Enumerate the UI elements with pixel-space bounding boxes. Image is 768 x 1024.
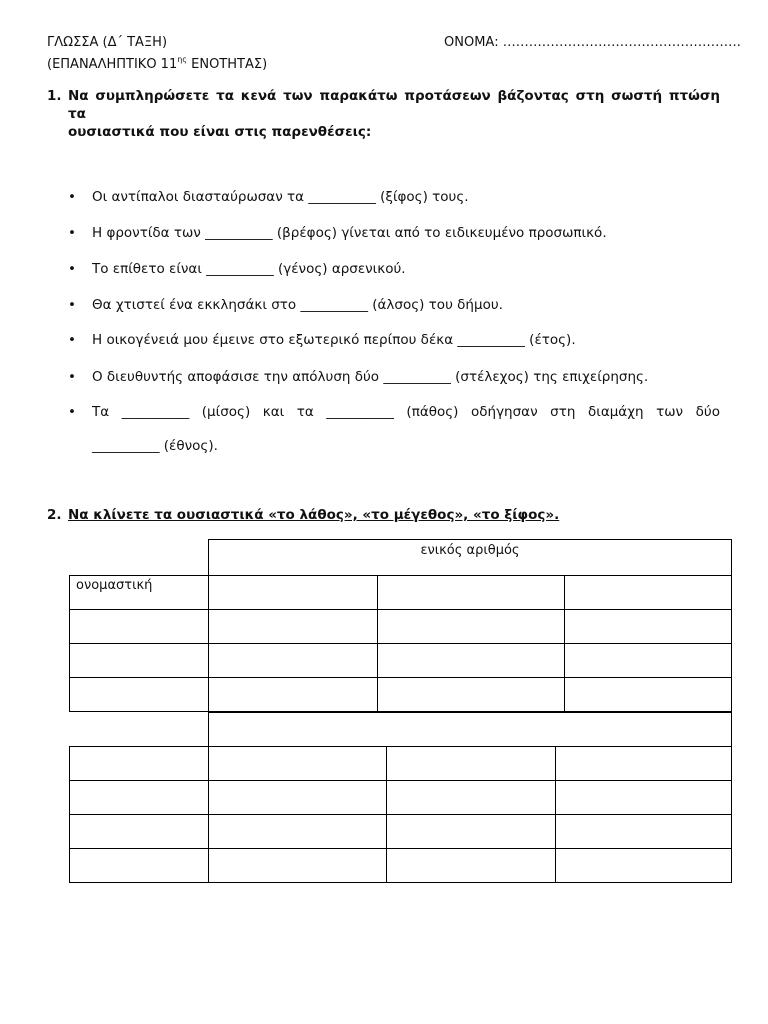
revision-suffix: ΕΝΟΤΗΤΑΣ)	[187, 57, 268, 72]
revision-sup: ης	[177, 55, 187, 64]
bullet-icon: •	[68, 261, 76, 277]
sentence-text: Θα χτιστεί ένα εκκλησάκι στο __________ (άλσος) του δήμου.	[92, 297, 503, 313]
bullet-icon: •	[68, 369, 76, 385]
answer-cell[interactable]	[387, 747, 556, 781]
exercise1-number: 1.	[47, 88, 62, 104]
exercise1-instruction-line2: ουσιαστικά που είναι στις παρενθέσεις:	[68, 124, 372, 140]
case-label-cell[interactable]	[70, 678, 209, 712]
sentence-text: Η φροντίδα των __________ (βρέφος) γίνεται από το ειδικευμένο προσωπικό.	[92, 225, 607, 241]
answer-cell[interactable]	[565, 576, 732, 610]
answer-cell[interactable]	[209, 747, 387, 781]
revision-prefix: (ΕΠΑΝΑΛΗΠΤΙΚΟ 11	[47, 57, 178, 72]
answer-cell[interactable]	[556, 815, 732, 849]
bullet-icon: •	[68, 404, 76, 420]
answer-cell[interactable]	[387, 849, 556, 883]
case-label-cell[interactable]	[70, 815, 209, 849]
sentence-text: Οι αντίπαλοι διασταύρωσαν τα __________ (ξίφος) τους.	[92, 189, 469, 205]
answer-cell[interactable]	[387, 781, 556, 815]
answer-cell[interactable]	[209, 781, 387, 815]
answer-cell[interactable]	[556, 747, 732, 781]
bullet-icon: •	[68, 225, 76, 241]
answer-cell[interactable]	[565, 610, 732, 644]
answer-cell[interactable]	[387, 815, 556, 849]
name-field: ΟΝΟΜΑ: ……………………………………………….	[444, 35, 741, 50]
empty-corner-cell	[70, 540, 209, 576]
case-label-cell[interactable]	[70, 781, 209, 815]
bullet-icon: •	[68, 332, 76, 348]
subject-title: ΓΛΩΣΣΑ (Δ΄ ΤΑΞΗ)	[47, 35, 168, 50]
answer-cell[interactable]	[209, 610, 378, 644]
declension-table-singular	[69, 539, 732, 712]
exercise2-instruction: Να κλίνετε τα ουσιαστικά «το λάθος», «το μέγεθος», «το ξίφος».	[68, 507, 560, 523]
exercise1-instruction-line1: Να συμπληρώσετε τα κενά των παρακάτω προτάσεων βάζοντας στη σωστή πτώση τα	[68, 88, 720, 122]
sentence-text: Τα __________ (μίσος) και τα __________ (πάθος) οδήγησαν στη διαμάχη των δύο	[92, 404, 720, 420]
answer-cell[interactable]	[378, 678, 565, 712]
empty-corner-cell	[70, 713, 209, 747]
answer-cell[interactable]	[209, 678, 378, 712]
answer-cell[interactable]	[209, 815, 387, 849]
sentence-text: Το επίθετο είναι __________ (γένος) αρσενικού.	[92, 261, 406, 277]
declension-table-plural	[69, 712, 732, 883]
case-label-nominative: ονομαστική	[70, 576, 209, 610]
case-label-cell[interactable]	[70, 610, 209, 644]
sentence-text: Η οικογένειά μου έμεινε στο εξωτερικό περίπου δέκα __________ (έτος).	[92, 332, 576, 348]
case-label-cell[interactable]	[70, 747, 209, 781]
answer-cell[interactable]	[565, 644, 732, 678]
list-item	[68, 403, 720, 457]
bullet-icon: •	[68, 189, 76, 205]
case-label-cell[interactable]	[70, 644, 209, 678]
plural-header-cell[interactable]	[209, 713, 732, 747]
sentence-text: Ο διευθυντής αποφάσισε την απόλυση δύο __________ (στέλεχος) της επιχείρησης.	[92, 369, 649, 385]
case-label-cell[interactable]	[70, 849, 209, 883]
answer-cell[interactable]	[209, 644, 378, 678]
sentence-continuation: __________ (έθνος).	[92, 438, 218, 454]
answer-cell[interactable]	[378, 576, 565, 610]
answer-cell[interactable]	[565, 678, 732, 712]
answer-cell[interactable]	[378, 644, 565, 678]
exercise2-number: 2.	[47, 507, 62, 523]
answer-cell[interactable]	[556, 781, 732, 815]
singular-header: ενικός αριθμός	[209, 540, 732, 576]
answer-cell[interactable]	[556, 849, 732, 883]
bullet-icon: •	[68, 297, 76, 313]
revision-title	[47, 52, 267, 73]
answer-cell[interactable]	[209, 849, 387, 883]
answer-cell[interactable]	[378, 610, 565, 644]
answer-cell[interactable]	[209, 576, 378, 610]
